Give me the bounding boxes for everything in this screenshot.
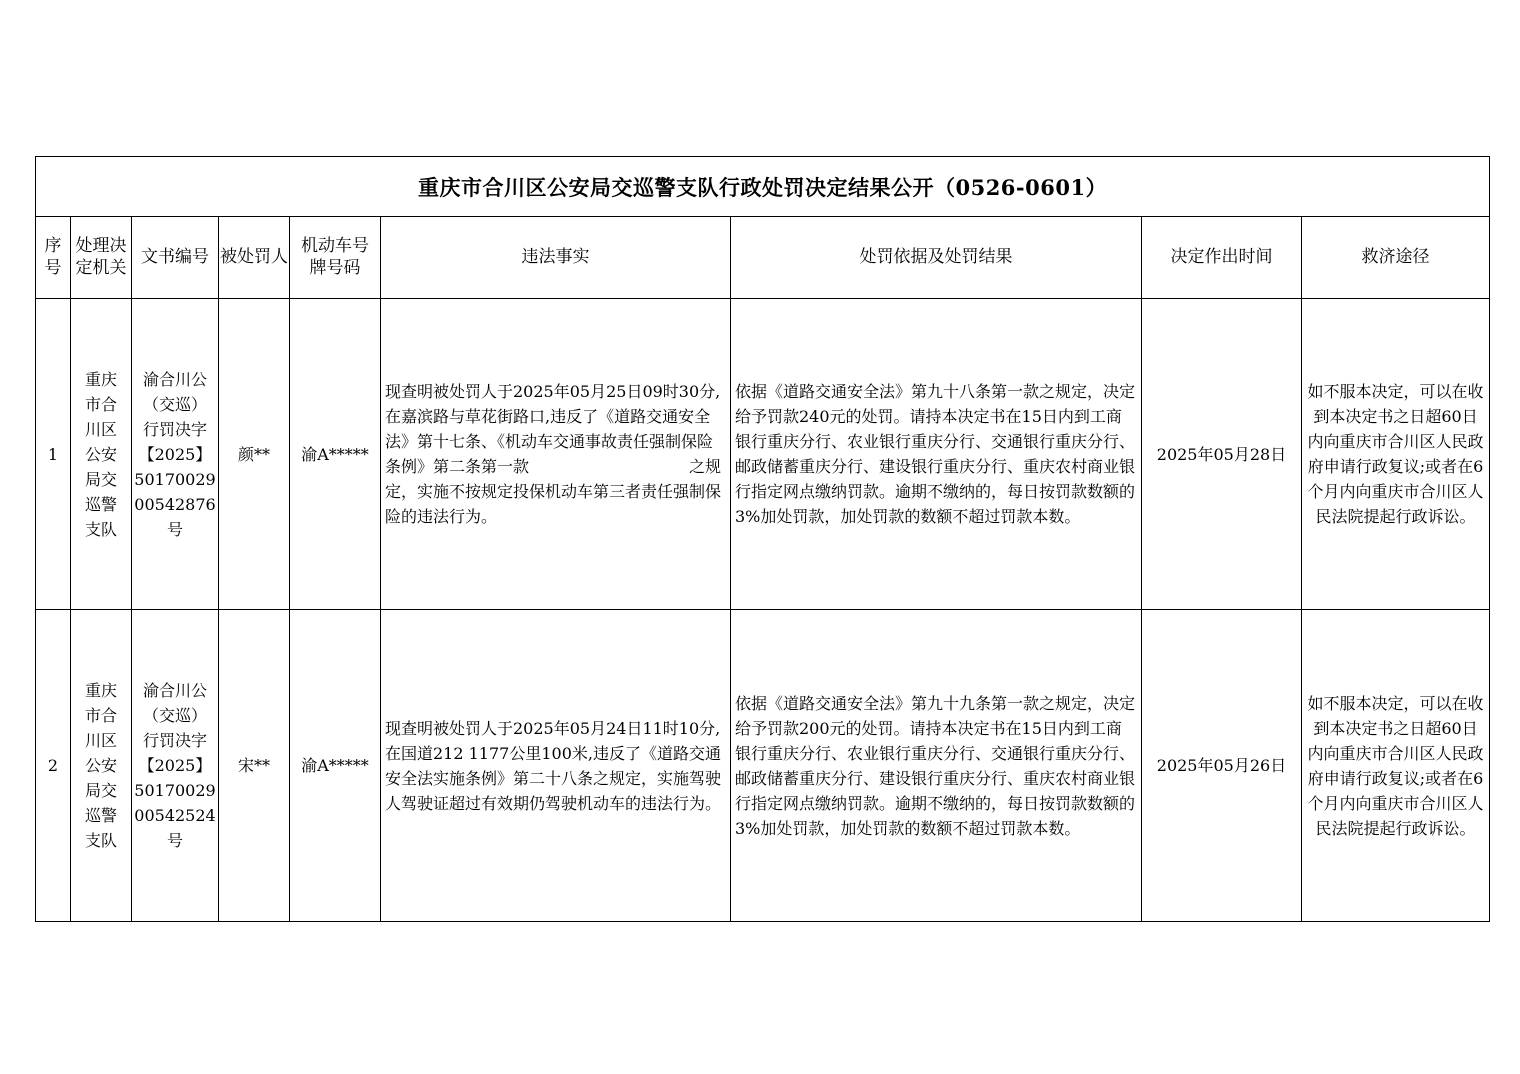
title-row [36, 157, 1490, 217]
header-authority: 处理决定机关 [71, 217, 132, 299]
header-seq: 序号 [36, 217, 71, 299]
row-remedy: 如不服本决定，可以在收到本决定书之日超60日内向重庆市合川区人民政府申请行政复议;或者在6个月内向重庆市合川区人民法院提起行政诉讼。 [1302, 610, 1490, 922]
row-facts [381, 610, 731, 922]
document-title: 重庆市合川区公安局交巡警支队行政处罚决定结果公开（0526-0601） [36, 157, 1490, 217]
row-seq: 2 [36, 610, 71, 922]
row-seq: 1 [36, 298, 71, 610]
row-person: 宋** [219, 610, 290, 922]
document-sheet [35, 156, 1489, 922]
facts-text-part-1: 现查明被处罚人于2025年05月25日09时30分,在嘉滨路与草花街路口,违反了《道路交通安全法》第十七条、《机动车交通事故责任强制保险条例》第二条第一款 [385, 382, 721, 477]
row-facts [381, 298, 731, 610]
row-plate: 渝A***** [290, 610, 381, 922]
row-doc-no: 渝合川公 （交巡） 行罚决字 【2025】 50170029 00542876 号 [132, 298, 219, 610]
header-plate: 机动车号牌号码 [290, 217, 381, 299]
row-doc-no: 渝合川公 （交巡） 行罚决字 【2025】 50170029 00542524 号 [132, 610, 219, 922]
row-authority: 重庆 市合 川区 公安 局交 巡警 支队 [71, 610, 132, 922]
row-basis: 依据《道路交通安全法》第九十九条第一款之规定，决定给予罚款200元的处罚。请持本决定书在15日内到工商银行重庆分行、农业银行重庆分行、交通银行重庆分行、邮政储蓄重庆分行、建设银行重庆分行、重庆农村商业银行指定网点缴纳罚款。逾期不缴纳的，每日按罚款数额的3%加处罚款，加处罚款的数额不超过罚款本数。 [731, 610, 1142, 922]
row-date: 2025年05月28日 [1142, 298, 1302, 610]
row-authority: 重庆 市合 川区 公安 局交 巡警 支队 [71, 298, 132, 610]
header-person: 被处罚人 [219, 217, 290, 299]
facts-text-part-1: 现查明被处罚人于2025年05月24日11时10分,在国道212 1177公里100米,违反了《道路交通安全法实施条例》第二十八条之规定，实施驾驶人驾驶证超过有效期仍驾驶机动车的违法行为。 [385, 718, 722, 813]
row-basis: 依据《道路交通安全法》第九十八条第一款之规定，决定给予罚款240元的处罚。请持本决定书在15日内到工商银行重庆分行、农业银行重庆分行、交通银行重庆分行、邮政储蓄重庆分行、建设银行重庆分行、重庆农村商业银行指定网点缴纳罚款。逾期不缴纳的，每日按罚款数额的3%加处罚款，加处罚款的数额不超过罚款本数。 [731, 298, 1142, 610]
row-remedy: 如不服本决定，可以在收到本决定书之日超60日内向重庆市合川区人民政府申请行政复议;或者在6个月内向重庆市合川区人民法院提起行政诉讼。 [1302, 298, 1490, 610]
header-date: 决定作出时间 [1142, 217, 1302, 299]
header-row [36, 217, 1490, 299]
header-remedy: 救济途径 [1302, 217, 1490, 299]
table-row [36, 610, 1490, 922]
header-basis: 处罚依据及处罚结果 [731, 217, 1142, 299]
header-facts: 违法事实 [381, 217, 731, 299]
row-date: 2025年05月26日 [1142, 610, 1302, 922]
row-plate: 渝A***** [290, 298, 381, 610]
row-person: 颜** [219, 298, 290, 610]
header-doc-no: 文书编号 [132, 217, 219, 299]
table-row [36, 298, 1490, 610]
facts-text-part-2: 之规定，实施不按规定投保机动车第三者责任强制保险的违法行为。 [385, 457, 722, 527]
penalty-table [35, 156, 1490, 922]
